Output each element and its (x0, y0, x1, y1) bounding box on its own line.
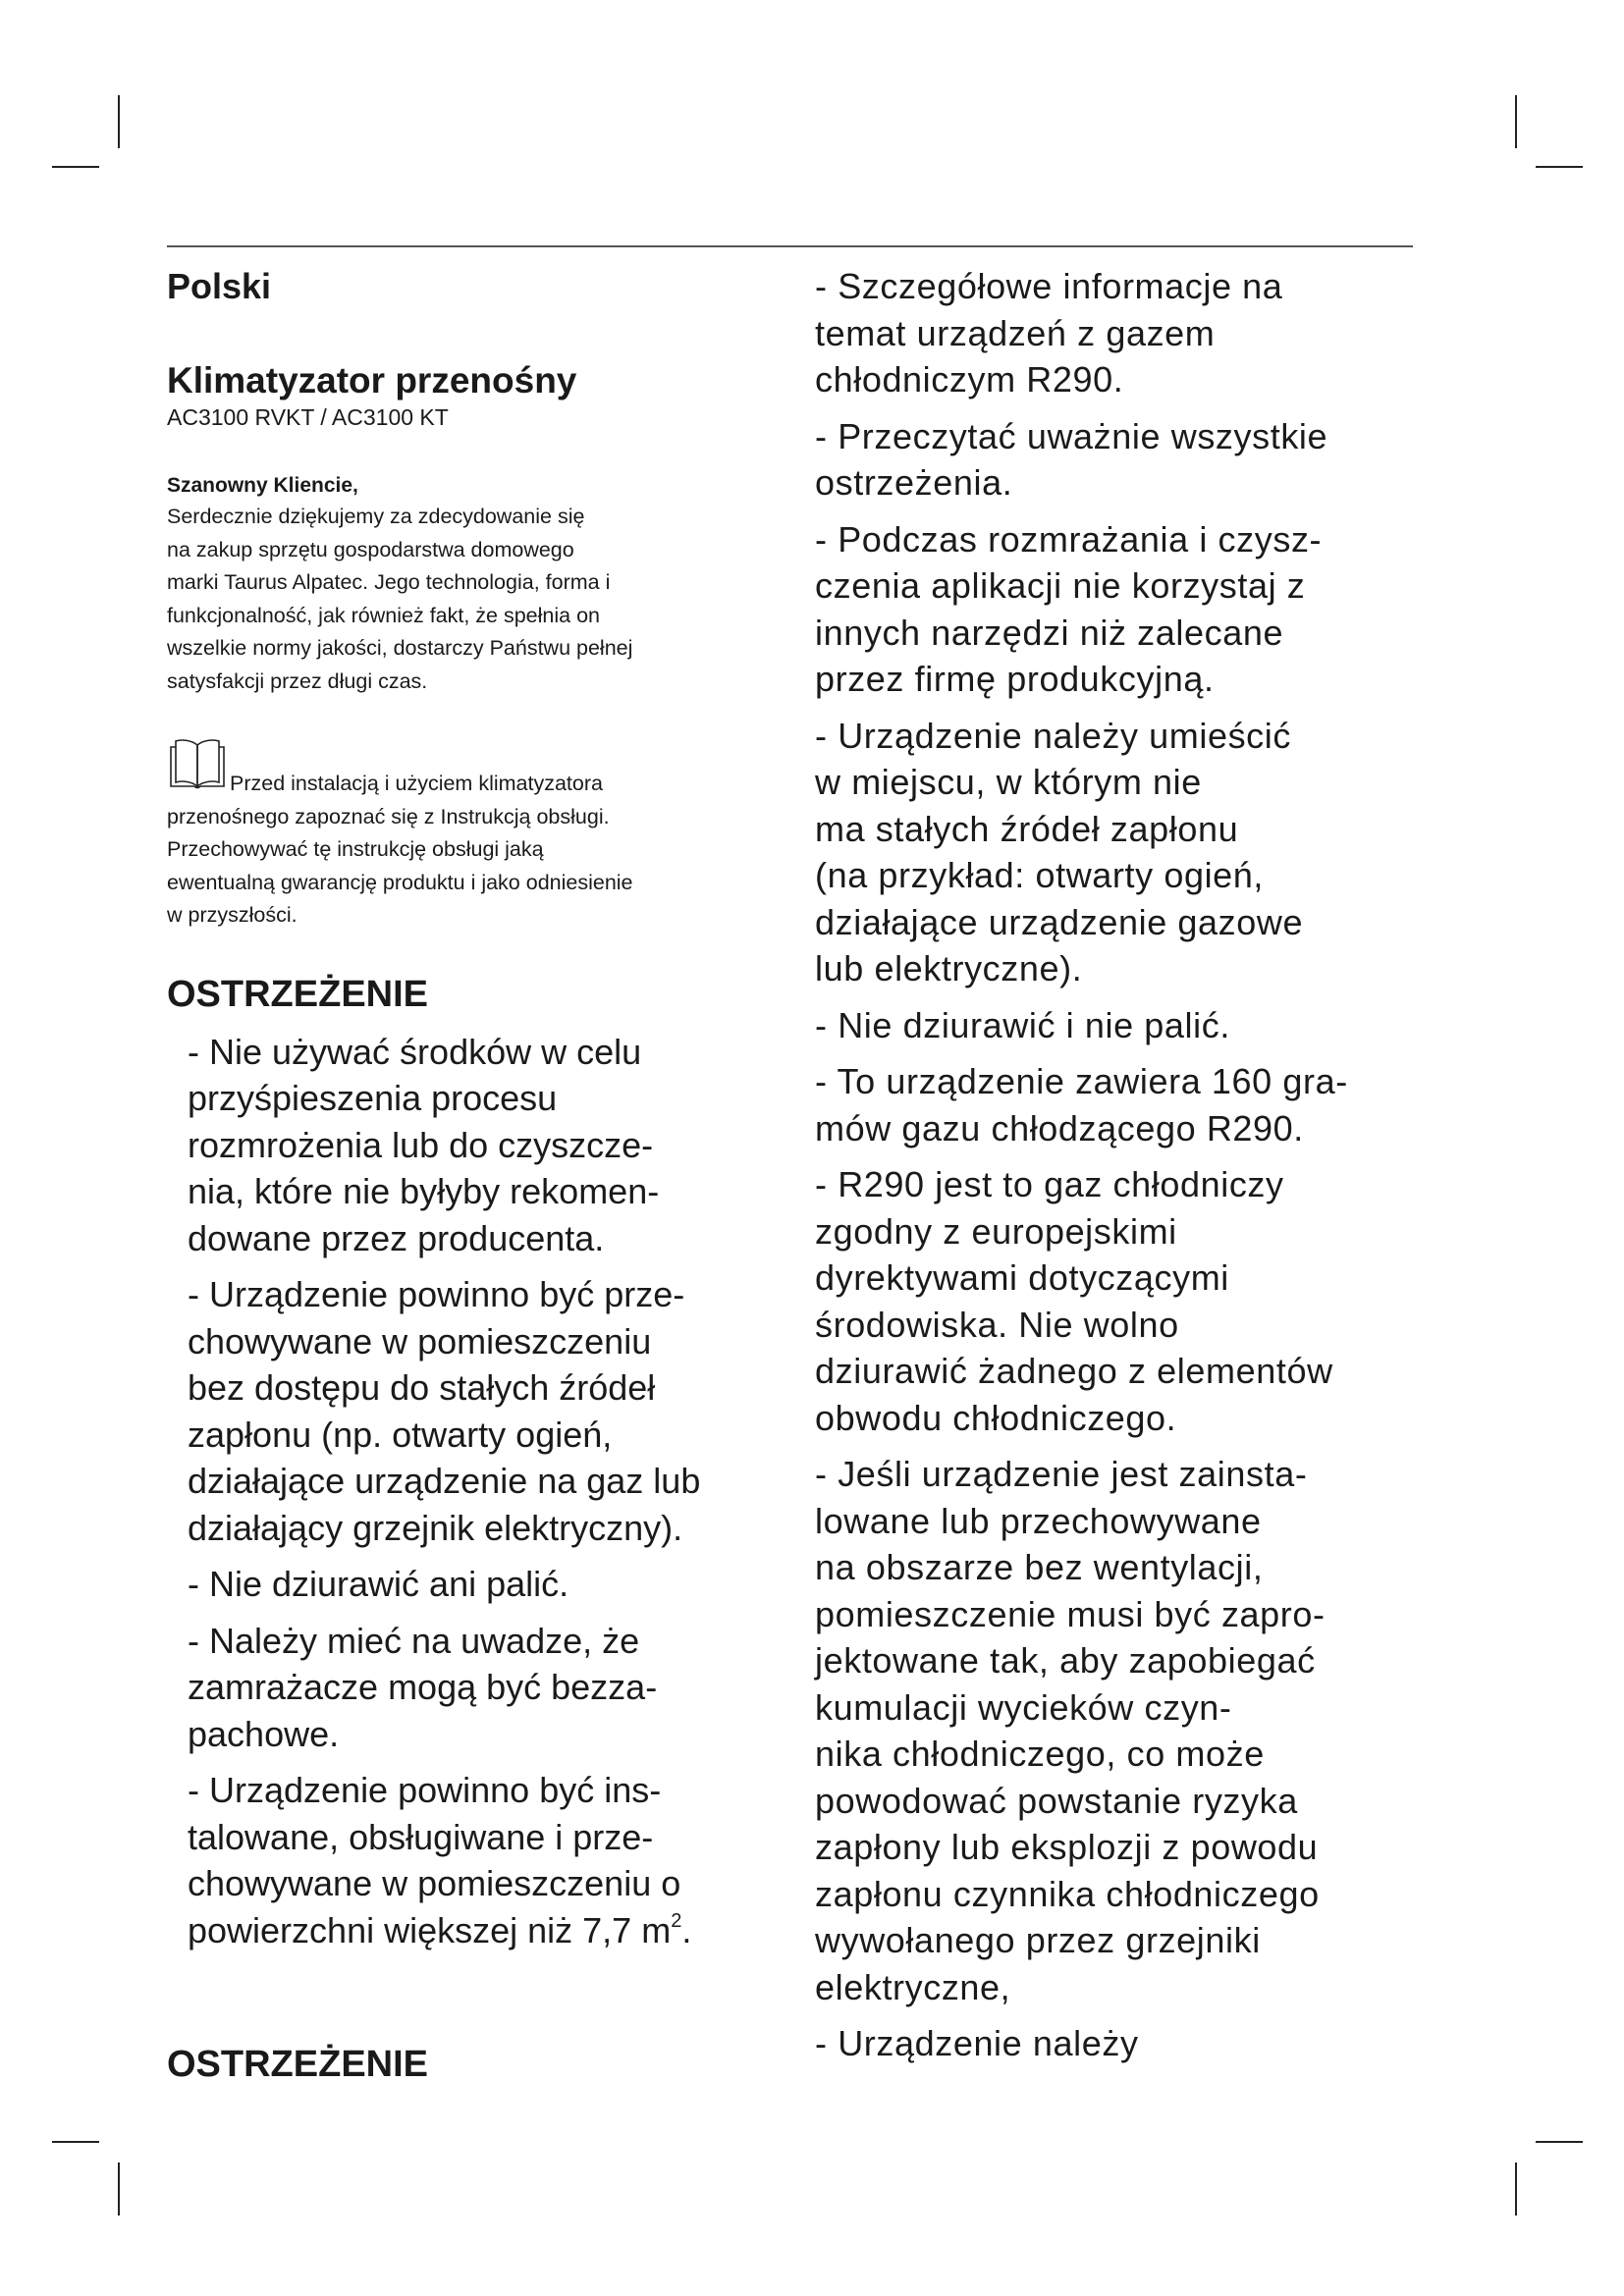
text-line: zapłonu czynnika chłodniczego (815, 1873, 1320, 1914)
greeting: Szanowny Kliencie, (167, 474, 358, 497)
warning-item (167, 1561, 766, 1608)
superscript: 2 (671, 1909, 682, 1932)
warning-item (815, 1058, 1443, 1151)
text-line: dziurawić żadnego z elementów (815, 1351, 1333, 1391)
text-line: temat urządzeń z gazem (815, 312, 1216, 353)
top-rule (167, 245, 1413, 247)
text-line: lub elektryczne). (815, 948, 1083, 988)
text-line: nika chłodniczego, co może (815, 1734, 1265, 1774)
text-line: zapłonu (np. otwarty ogień, (188, 1414, 613, 1455)
text-line: działające urządzenie gazowe (815, 901, 1304, 942)
text-line: w przyszłości. (167, 903, 298, 927)
text-line: działające urządzenie na gaz lub (188, 1461, 701, 1501)
right-warning-list (815, 263, 1443, 2067)
text-line: jektowane tak, aby zapobiegać (815, 1640, 1316, 1681)
left-column (167, 257, 766, 1953)
text-line: środowiska. Nie wolno (815, 1304, 1179, 1345)
warning-item (167, 1767, 766, 1953)
text-line: na obszarze bez wentylacji, (815, 1547, 1264, 1587)
text-line: przez firmę produkcyjną. (815, 659, 1215, 699)
text-line: zamrażacze mogą być bezza- (188, 1667, 658, 1707)
text-line: kumulacji wycieków czyn- (815, 1686, 1232, 1728)
warning-item (815, 1002, 1443, 1049)
crop-mark (1536, 166, 1583, 168)
crop-mark (52, 2141, 99, 2143)
text-line: marki Taurus Alpatec. Jego technologia, forma i (167, 570, 611, 594)
text-line: lowane lub przechowywane (815, 1500, 1262, 1541)
text-line: pachowe. (188, 1713, 340, 1754)
text-line: ostrzeżenia. (815, 462, 1013, 503)
crop-mark (118, 95, 120, 148)
text-line: pomieszczenie musi być zapro- (815, 1593, 1326, 1634)
text-line: - Jeśli urządzenie jest zainsta- (815, 1454, 1308, 1494)
crop-mark (1515, 2163, 1517, 2216)
crop-mark (52, 166, 99, 168)
text-line: ewentualną gwarancję produktu i jako odniesienie (167, 870, 633, 894)
language-heading: Polski (167, 266, 272, 306)
warning-item (167, 1271, 766, 1551)
text-line: bez dostępu do stałych źródeł (188, 1367, 656, 1408)
text-line: zgodny z europejskimi (815, 1210, 1177, 1252)
warning-item (167, 1029, 766, 1262)
text-line: przyśpieszenia procesu (188, 1078, 558, 1118)
text-line: obwodu chłodniczego. (815, 1397, 1177, 1438)
text-line: elektryczne, (815, 1966, 1011, 2007)
text-line: - Podczas rozmrażania i czysz- (815, 518, 1323, 560)
crop-mark (1536, 2141, 1583, 2143)
text-line: - Urządzenie powinno być prze- (188, 1274, 685, 1314)
text-line: - To urządzenie zawiera 160 gra- (815, 1061, 1348, 1101)
crop-mark (118, 2163, 120, 2216)
warning-item (815, 263, 1443, 403)
text-line: talowane, obsługiwane i prze- (188, 1816, 654, 1857)
warning-item (815, 2020, 1443, 2067)
text-line: - R290 jest to gaz chłodniczy (815, 1164, 1284, 1204)
text-line: satysfakcji przez długi czas. (167, 668, 428, 693)
text-line: - Urządzenie należy (815, 2023, 1139, 2063)
text-line: - Urządzenie należy umieścić (815, 715, 1291, 756)
crop-mark (1515, 95, 1517, 148)
text-line: chowywane w pomieszczeniu o (188, 1863, 681, 1903)
text-line: - Urządzenie powinno być ins- (188, 1770, 662, 1810)
text-line: funkcjonalność, jak również fakt, że spełnia on (167, 603, 600, 627)
text-line: rozmrożenia lub do czyszcze- (188, 1124, 654, 1165)
text-line: ma stałych źródeł zapłonu (815, 808, 1239, 849)
text-line: - Nie dziurawić ani palić. (188, 1564, 569, 1604)
text-line: mów gazu chłodzącego R290. (815, 1107, 1304, 1148)
warning-item (815, 413, 1443, 507)
text-line: na zakup sprzętu gospodarstwa domowego (167, 537, 574, 561)
text-line: (na przykład: otwarty ogień, (815, 855, 1265, 895)
text-line: przenośnego zapoznać się z Instrukcją obsługi. (167, 804, 610, 828)
text-line: innych narzędzi niż zalecane (815, 612, 1284, 653)
text-line: powodować powstanie ryzyka (815, 1780, 1298, 1821)
text-line: - Szczegółowe informacje na (815, 266, 1283, 306)
warning-item (815, 516, 1443, 703)
warning-item (815, 1451, 1443, 2010)
manual-notice (167, 737, 766, 933)
warning-heading-2: OSTRZEŻENIE (167, 2044, 429, 2085)
model-number: AC3100 RVKT / AC3100 KT (167, 404, 449, 430)
text-line: wszelkie normy jakości, dostarczy Państwu pełnej (167, 636, 633, 660)
open-book-icon (167, 737, 228, 801)
text-line: dyrektywami dotyczącymi (815, 1257, 1229, 1298)
warning-item (815, 1161, 1443, 1441)
text-line: powierzchni większej niż 7,7 m (188, 1909, 672, 1950)
product-title: Klimatyzator przenośny (167, 360, 577, 400)
warning-item (167, 1618, 766, 1758)
text-line: Serdecznie dziękujemy za zdecydowanie się (167, 505, 585, 528)
text-line: wywołanego przez grzejniki (815, 1920, 1261, 1960)
text-line: chowywane w pomieszczeniu (188, 1320, 652, 1362)
period: . (681, 1909, 692, 1950)
warning-item (815, 713, 1443, 992)
text-line: dowane przez producenta. (188, 1217, 605, 1258)
text-line: - Przeczytać uważnie wszystkie (815, 415, 1328, 456)
text-line: czenia aplikacji nie korzystaj z (815, 565, 1306, 606)
text-line: zapłony lub eksplozji z powodu (815, 1827, 1319, 1867)
text-line: nia, które nie byłyby rekomen- (188, 1171, 660, 1211)
text-line: w miejscu, w którym nie (815, 762, 1202, 802)
text-line: - Należy mieć na uwadze, że (188, 1620, 640, 1661)
intro-paragraph (167, 501, 766, 698)
text-line: Przed instalacją i użyciem klimatyzatora (230, 772, 603, 795)
text-line: chłodniczym R290. (815, 359, 1124, 400)
text-line: - Nie dziurawić i nie palić. (815, 1004, 1230, 1045)
manual-first-line (167, 737, 766, 801)
left-warning-list (167, 1029, 766, 1954)
text-line (188, 1907, 766, 1954)
warning-heading: OSTRZEŻENIE (167, 973, 429, 1015)
text-line: - Nie używać środków w celu (188, 1031, 642, 1072)
text-line: działający grzejnik elektryczny). (188, 1507, 683, 1548)
text-line: Przechowywać tę instrukcję obsługi jaką (167, 837, 544, 861)
